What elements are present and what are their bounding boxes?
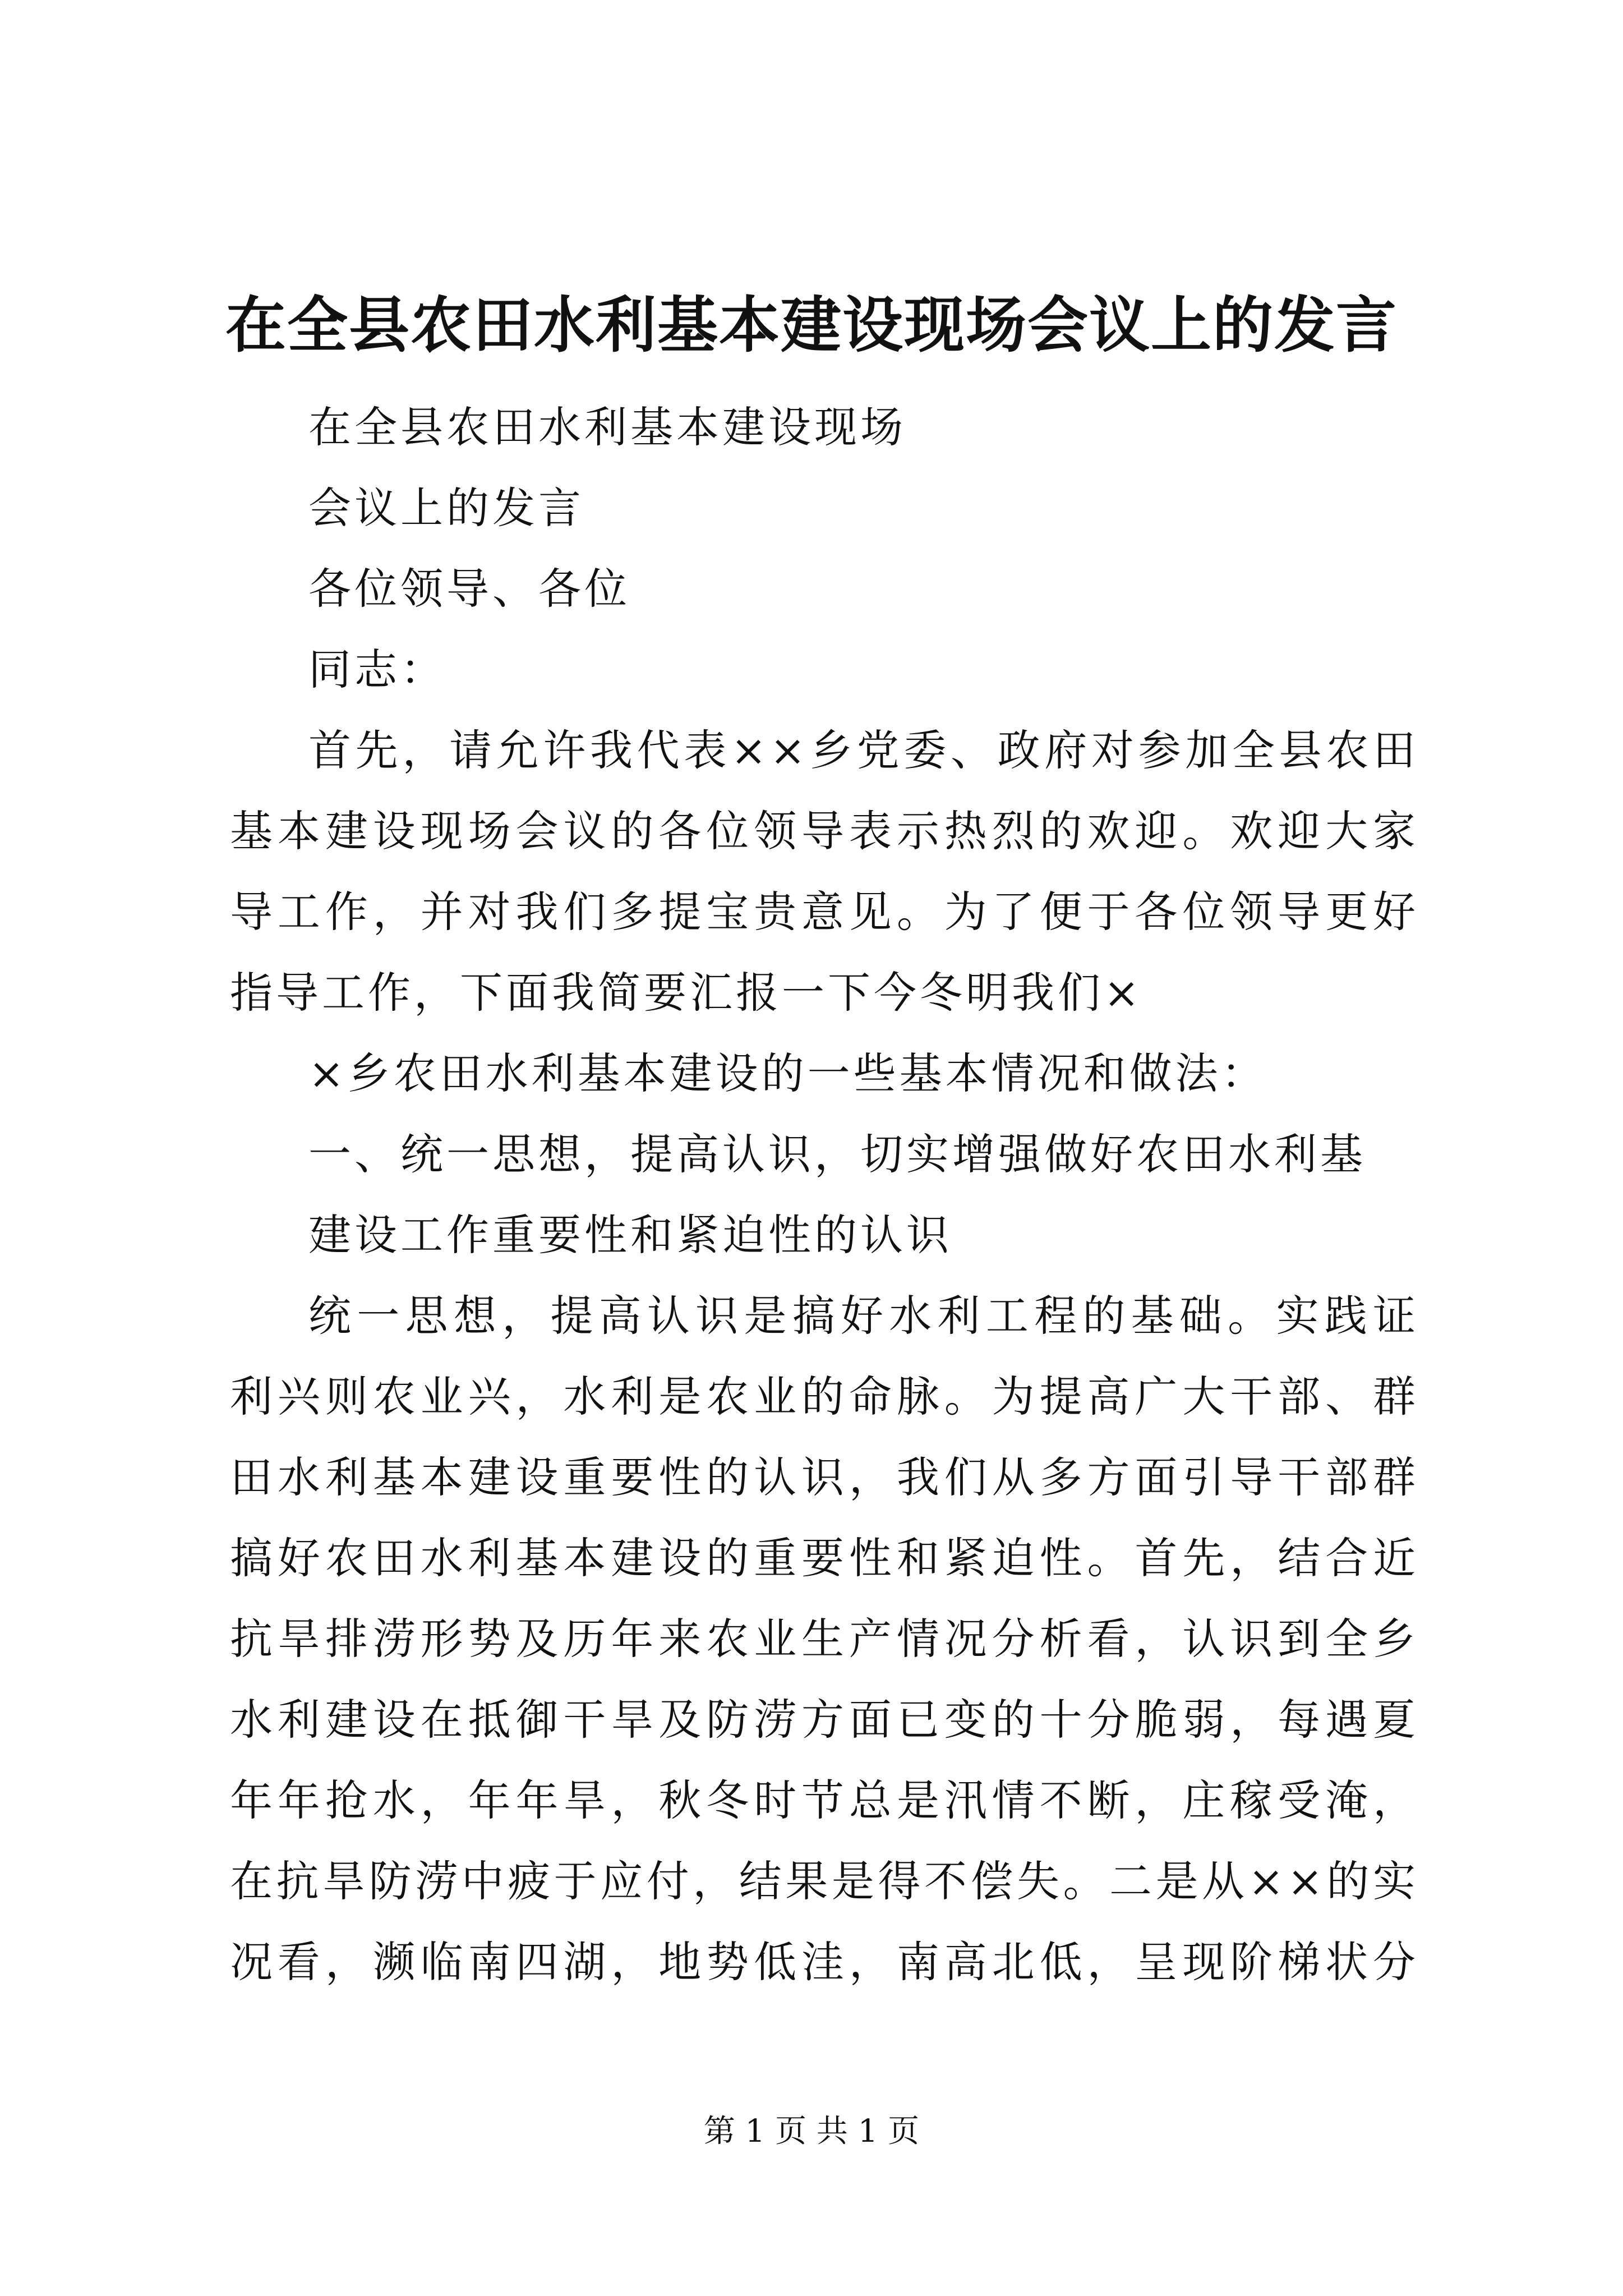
body-line: 导工作，并对我们多提宝贵意见。为了便于各位领导更好 bbox=[230, 887, 1419, 937]
body-line: 况看，濒临南四湖，地势低洼，南高北低，呈现阶梯状分 bbox=[230, 1937, 1419, 1987]
body-line: 建设工作重要性和紧迫性的认识 bbox=[308, 1210, 952, 1260]
body-line: 利兴则农业兴，水利是农业的命脉。为提高广大干部、群 bbox=[230, 1372, 1419, 1421]
document-body bbox=[230, 387, 1419, 2003]
body-line: ×乡农田水利基本建设的一些基本情况和做法： bbox=[308, 1048, 1267, 1098]
body-line: 一、统一思想，提高认识，切实增强做好农田水利基 bbox=[308, 1129, 1366, 1179]
body-line: 会议上的发言 bbox=[308, 483, 584, 533]
body-line: 搞好农田水利基本建设的重要性和紧迫性。首先，结合近 bbox=[230, 1533, 1419, 1583]
body-line: 田水利基本建设重要性的认识，我们从多方面引导干部群 bbox=[230, 1452, 1419, 1502]
body-line: 年年抢水，年年旱，秋冬时节总是汛情不断，庄稼受淹， bbox=[230, 1775, 1419, 1825]
body-line: 统一思想，提高认识是搞好水利工程的基础。实践证 bbox=[308, 1291, 1419, 1341]
body-line: 首先，请允许我代表××乡党委、政府对参加全县农田 bbox=[308, 725, 1419, 775]
body-line: 指导工作，下面我简要汇报一下今冬明我们× bbox=[230, 968, 1143, 1018]
body-line: 在全县农田水利基本建设现场 bbox=[308, 402, 906, 452]
body-line: 各位领导、各位 bbox=[308, 564, 630, 614]
body-line: 在抗旱防涝中疲于应付，结果是得不偿失。二是从××的实 bbox=[230, 1856, 1419, 1906]
body-line: 基本建设现场会议的各位领导表示热烈的欢迎。欢迎大家 bbox=[230, 806, 1419, 856]
page-footer: 第 1 页 共 1 页 bbox=[703, 2113, 920, 2150]
document-title: 在全县农田水利基本建设现场会议上的发言 bbox=[225, 290, 1398, 361]
body-line: 抗旱排涝形势及历年来农业生产情况分析看，认识到全乡 bbox=[230, 1614, 1419, 1664]
body-line: 同志： bbox=[308, 645, 446, 694]
body-line: 水利建设在抵御干旱及防涝方面已变的十分脆弱，每遇夏 bbox=[230, 1695, 1419, 1745]
